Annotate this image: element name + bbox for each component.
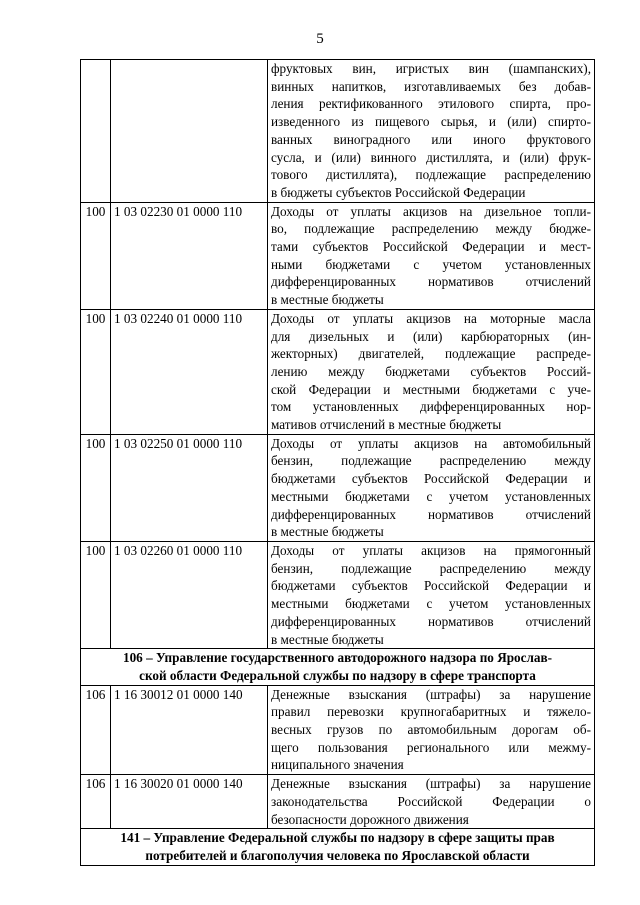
description-line: дифференцированных нормативов отчислений bbox=[271, 274, 591, 290]
description-line: изведенного из пищевого сырья, и (или) спирто- bbox=[271, 114, 591, 130]
description-cell bbox=[268, 685, 595, 775]
description-line: в местные бюджеты bbox=[271, 524, 384, 540]
description-line: Доходы от уплаты акцизов на автомобильный bbox=[271, 435, 591, 451]
description-line: бензин, подлежащие распределению между bbox=[271, 453, 591, 469]
description-line: дифференцированных нормативов отчислений bbox=[271, 506, 591, 522]
description-cell bbox=[268, 309, 595, 434]
description-line: ской Федерации и местными бюджетами с уче- bbox=[271, 381, 591, 397]
description-line: щего пользования регионального или межму- bbox=[271, 739, 591, 755]
description-line: лению между бюджетами субъектов Россий- bbox=[271, 363, 591, 379]
admin-code-cell: 100 bbox=[81, 202, 111, 309]
table-row bbox=[81, 685, 595, 775]
description-line: Доходы от уплаты акцизов на дизельное топли- bbox=[271, 203, 591, 219]
description-line: бюджетами субъектов Российской Федерации и bbox=[271, 578, 591, 594]
table-row bbox=[81, 541, 595, 648]
description-line: ниципального значения bbox=[271, 757, 404, 773]
description-line: бензин, подлежащие распределению между bbox=[271, 560, 591, 576]
budget-code-cell: 1 03 02230 01 0000 110 bbox=[111, 202, 268, 309]
revenue-codes-table bbox=[80, 59, 595, 866]
description-cell bbox=[268, 60, 595, 203]
section-header bbox=[81, 829, 595, 865]
description-cell bbox=[268, 775, 595, 829]
description-line: ления ректификованного этилового спирта, про- bbox=[271, 96, 591, 112]
admin-code-cell: 106 bbox=[81, 775, 111, 829]
admin-code-cell: 100 bbox=[81, 434, 111, 541]
section-header-line: 106 – Управление государственного автодорожного надзора по Ярослав- bbox=[122, 650, 552, 666]
admin-code-cell bbox=[81, 60, 111, 203]
admin-code-cell: 100 bbox=[81, 309, 111, 434]
budget-code-cell: 1 16 30020 01 0000 140 bbox=[111, 775, 268, 829]
description-line: ными бюджетами с учетом установленных bbox=[271, 256, 591, 272]
description-line: местными бюджетами с учетом установленных bbox=[271, 596, 591, 612]
description-line: винных напитков, изготавливаемых без добав- bbox=[271, 78, 591, 94]
description-line: дифференцированных нормативов отчислений bbox=[271, 613, 591, 629]
description-line: для дизельных и (или) карбюраторных (ин- bbox=[271, 328, 591, 344]
description-line: ванных виноградного или иного фруктового bbox=[271, 131, 591, 147]
description-line: фруктовых вин, игристых вин (шампанских), bbox=[271, 61, 591, 76]
description-line: в бюджеты субъектов Российской Федерации bbox=[271, 184, 526, 200]
budget-code-cell: 1 16 30012 01 0000 140 bbox=[111, 685, 268, 775]
section-header-line: потребителей и благополучия человека по Ярославской области bbox=[145, 847, 530, 863]
page-number: 5 bbox=[316, 31, 324, 47]
table-row bbox=[81, 434, 595, 541]
section-header-row bbox=[81, 649, 595, 685]
description-line: том установленных дифференцированных нор- bbox=[271, 399, 591, 415]
description-line: тового дистиллята), подлежащие распределению bbox=[271, 167, 591, 183]
budget-code-cell bbox=[111, 60, 268, 203]
description-line: тами субъектов Российской Федерации и мест- bbox=[271, 239, 591, 255]
description-cell bbox=[268, 541, 595, 648]
description-line: правил перевозки крупногабаритных и тяжело- bbox=[271, 704, 591, 720]
description-line: безопасности дорожного движения bbox=[271, 811, 469, 827]
description-line: бюджетами субъектов Российской Федерации и bbox=[271, 471, 591, 487]
table-row bbox=[81, 60, 595, 203]
section-header-row bbox=[81, 829, 595, 865]
description-line: Доходы от уплаты акцизов на моторные масла bbox=[271, 310, 591, 326]
table-row bbox=[81, 202, 595, 309]
budget-code-cell: 1 03 02260 01 0000 110 bbox=[111, 541, 268, 648]
section-header-line: ской области Федеральной службы по надзору в сфере транспорта bbox=[139, 667, 536, 683]
section-header bbox=[81, 649, 595, 685]
description-line: мативов отчислений в местные бюджеты bbox=[271, 417, 502, 433]
description-line: в местные бюджеты bbox=[271, 292, 384, 308]
section-header-line: 141 – Управление Федеральной службы по надзору в сфере защиты прав bbox=[120, 830, 555, 846]
description-cell bbox=[268, 202, 595, 309]
admin-code-cell: 100 bbox=[81, 541, 111, 648]
description-line: Доходы от уплаты акцизов на прямогонный bbox=[271, 542, 591, 558]
description-cell bbox=[268, 434, 595, 541]
description-line: в местные бюджеты bbox=[271, 631, 384, 647]
description-line: местными бюджетами с учетом установленных bbox=[271, 488, 591, 504]
description-line: жекторных) двигателей, подлежащие распреде- bbox=[271, 346, 591, 362]
admin-code-cell: 106 bbox=[81, 685, 111, 775]
description-line: сусла, и (или) винного дистиллята, и (или) фрук- bbox=[271, 149, 591, 165]
description-line: Денежные взыскания (штрафы) за нарушение bbox=[271, 686, 591, 702]
description-line: весных грузов по автомобильным дорогам об- bbox=[271, 722, 591, 738]
table-row bbox=[81, 309, 595, 434]
description-line: Денежные взыскания (штрафы) за нарушение bbox=[271, 776, 591, 792]
table-row bbox=[81, 775, 595, 829]
budget-code-cell: 1 03 02240 01 0000 110 bbox=[111, 309, 268, 434]
budget-code-cell: 1 03 02250 01 0000 110 bbox=[111, 434, 268, 541]
description-line: законодательства Российской Федерации о bbox=[271, 793, 591, 809]
description-line: во, подлежащие распределению между бюдже- bbox=[271, 221, 591, 237]
table-body bbox=[81, 60, 595, 866]
